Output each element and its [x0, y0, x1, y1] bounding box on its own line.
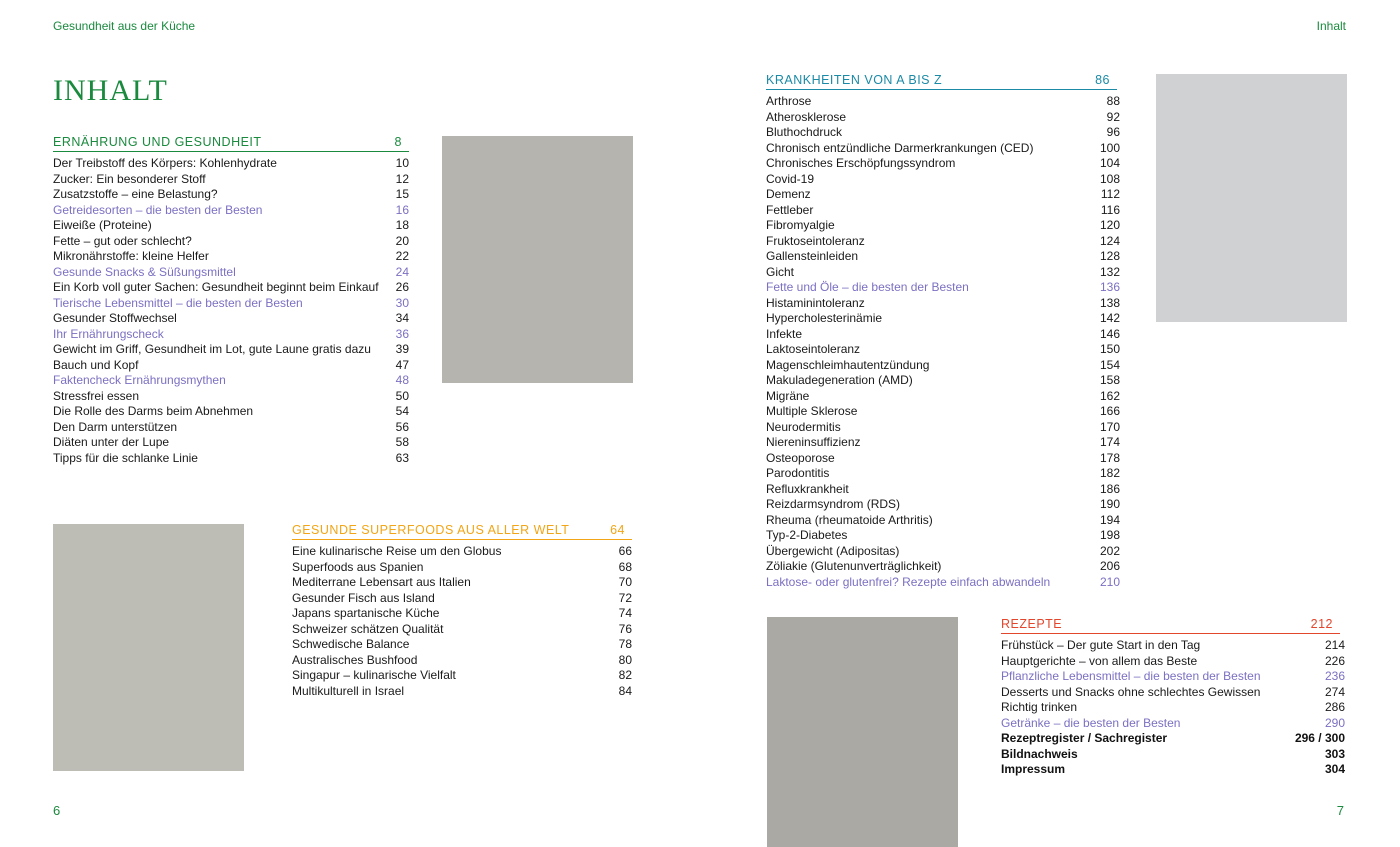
toc-entry[interactable] — [766, 125, 1120, 141]
toc-entry-title: Impressum — [1001, 762, 1066, 776]
toc-entry[interactable] — [53, 218, 409, 234]
toc-entry-title: Getreidesorten – die besten der Besten — [53, 202, 263, 217]
toc-entry[interactable] — [292, 560, 632, 576]
toc-entry[interactable] — [766, 482, 1120, 498]
toc-entry-title: Fettleber — [766, 202, 814, 217]
doctor-apple-illustration — [1156, 74, 1347, 322]
toc-entry-title: Refluxkrankheit — [766, 481, 849, 496]
toc-entry[interactable] — [766, 528, 1120, 544]
photo-doctor-apple — [1156, 74, 1347, 322]
toc-section-rezepte — [1001, 617, 1345, 778]
toc-entry-page: 304 — [1324, 762, 1345, 776]
toc-entry-page: 22 — [395, 249, 409, 263]
toc-entry[interactable] — [766, 389, 1120, 405]
toc-entry[interactable] — [766, 420, 1120, 436]
toc-entry-page: 78 — [618, 637, 632, 651]
toc-entry[interactable] — [53, 389, 409, 405]
toc-entry-page: 274 — [1324, 684, 1345, 699]
toc-entry[interactable] — [766, 94, 1120, 110]
toc-entry-page: 186 — [1099, 481, 1120, 496]
toc-entry-page: 39 — [395, 342, 409, 356]
toc-entry-title: Eine kulinarische Reise um den Globus — [292, 544, 502, 558]
toc-entry-title: Der Treibstoff des Körpers: Kohlenhydrate — [53, 156, 277, 170]
toc-entry-page: 36 — [395, 326, 409, 341]
toc-entry-page: 104 — [1099, 156, 1120, 170]
toc-entry[interactable] — [766, 172, 1120, 188]
toc-entry-title: Ihr Ernährungscheck — [53, 326, 164, 341]
toc-entry-title: Multiple Sklerose — [766, 404, 858, 418]
toc-entry[interactable] — [1001, 700, 1345, 716]
toc-entry[interactable] — [53, 280, 409, 296]
toc-entry[interactable] — [53, 296, 409, 312]
toc-entry-title: Hauptgerichte – von allem das Beste — [1001, 653, 1198, 668]
toc-entry-title: Fibromyalgie — [766, 218, 835, 232]
toc-entry[interactable] — [292, 575, 632, 591]
toc-entry-title: Mikronährstoffe: kleine Helfer — [53, 249, 209, 263]
toc-entry[interactable] — [53, 358, 409, 374]
toc-entry-title: Die Rolle des Darms beim Abnehmen — [53, 404, 254, 418]
toc-entry[interactable] — [766, 327, 1120, 343]
toc-entry-title: Australisches Bushfood — [292, 652, 418, 667]
toc-entry[interactable] — [53, 327, 409, 343]
section-page: 64 — [610, 523, 625, 537]
toc-list — [53, 156, 409, 466]
toc-entry[interactable] — [1001, 716, 1345, 732]
running-header-left: Gesundheit aus der Küche — [53, 19, 196, 33]
toc-entry[interactable] — [766, 358, 1120, 374]
toc-entry-page: 210 — [1099, 574, 1120, 589]
section-page: 212 — [1310, 617, 1333, 631]
toc-entry-title: Gesunder Fisch aus Island — [292, 590, 435, 605]
toc-entry[interactable] — [1001, 685, 1345, 701]
toc-entry-title: Parodontitis — [766, 466, 830, 480]
toc-entry-page: 92 — [1106, 109, 1120, 124]
toc-entry-title: Pflanzliche Lebensmittel – die besten der Besten — [1001, 669, 1261, 683]
toc-entry-title: Rezeptregister / Sachregister — [1001, 731, 1168, 745]
toc-entry-title: Bluthochdruck — [766, 125, 843, 139]
toc-section-ernaehrung — [53, 135, 409, 466]
toc-entry-page: 12 — [395, 171, 409, 186]
toc-entry-page: 80 — [618, 652, 632, 667]
toc-entry-title: Übergewicht (Adipositas) — [766, 543, 900, 558]
toc-entry[interactable] — [292, 637, 632, 653]
toc-entry-page: 198 — [1099, 528, 1120, 542]
raw-ingredients-illustration — [767, 617, 958, 847]
toc-entry-title: Gesunder Stoffwechsel — [53, 311, 177, 325]
toc-entry-page: 76 — [618, 621, 632, 636]
toc-entry-title: Mediterrane Lebensart aus Italien — [292, 575, 471, 589]
section-page: 8 — [394, 135, 402, 149]
toc-entry[interactable] — [292, 668, 632, 684]
toc-entry-page: 162 — [1099, 388, 1120, 403]
toc-entry[interactable] — [1001, 762, 1345, 778]
toc-entry[interactable] — [766, 203, 1120, 219]
vegetable-market-illustration — [53, 524, 244, 771]
toc-entry[interactable] — [53, 451, 409, 467]
toc-entry-title: Niereninsuffizienz — [766, 435, 861, 449]
toc-entry-page: 146 — [1099, 326, 1120, 341]
toc-entry-title: Tipps für die schlanke Linie — [53, 450, 198, 465]
toc-entry-title: Zöliakie (Glutenunverträglichkeit) — [766, 559, 942, 573]
toc-entry[interactable] — [1001, 731, 1345, 747]
toc-entry[interactable] — [766, 265, 1120, 281]
toc-entry-page: 132 — [1099, 264, 1120, 279]
toc-entry-title: Den Darm unterstützen — [53, 419, 178, 434]
toc-entry[interactable] — [766, 559, 1120, 575]
toc-entry-page: 138 — [1099, 295, 1120, 310]
toc-entry[interactable] — [1001, 654, 1345, 670]
toc-entry-title: Demenz — [766, 187, 811, 201]
toc-entry-title: Covid-19 — [766, 171, 815, 186]
toc-entry-title: Diäten unter der Lupe — [53, 435, 170, 449]
toc-entry-page: 124 — [1099, 233, 1120, 248]
toc-section-krankheiten — [766, 73, 1120, 590]
toc-entry-page: 190 — [1099, 497, 1120, 511]
toc-entry-title: Reizdarmsyndrom (RDS) — [766, 497, 901, 511]
toc-entry[interactable] — [766, 451, 1120, 467]
toc-entry-page: 174 — [1099, 435, 1120, 449]
toc-entry[interactable] — [766, 373, 1120, 389]
toc-entry[interactable] — [53, 203, 409, 219]
toc-entry[interactable] — [766, 575, 1120, 591]
toc-entry-page: 72 — [618, 590, 632, 605]
toc-entry-page: 58 — [395, 435, 409, 449]
toc-entry-title: Japans spartanische Küche — [292, 606, 440, 620]
toc-entry-title: Magenschleimhautentzündung — [766, 357, 930, 372]
toc-entry-title: Tierische Lebensmittel – die besten der Besten — [53, 295, 303, 310]
toc-entry-title: Laktoseintoleranz — [766, 342, 861, 356]
toc-entry[interactable] — [292, 653, 632, 669]
toc-entry[interactable] — [766, 249, 1120, 265]
toc-entry[interactable] — [53, 156, 409, 172]
toc-entry-title: Richtig trinken — [1001, 700, 1078, 714]
toc-entry-page: 30 — [395, 295, 409, 310]
toc-entry-page: 100 — [1099, 140, 1120, 155]
toc-entry-page: 194 — [1099, 512, 1120, 527]
section-heading[interactable] — [1001, 617, 1340, 634]
toc-entry-page: 128 — [1099, 249, 1120, 263]
toc-entry-page: 236 — [1324, 669, 1345, 683]
toc-list — [1001, 638, 1345, 778]
toc-entry-title: Faktencheck Ernährungsmythen — [53, 373, 226, 387]
toc-entry[interactable] — [292, 606, 632, 622]
toc-entry-title: Zusatzstoffe – eine Belastung? — [53, 187, 218, 201]
toc-entry-page: 15 — [395, 187, 409, 201]
toc-entry[interactable] — [53, 249, 409, 265]
page-number-right: 7 — [1336, 803, 1344, 818]
toc-entry[interactable] — [766, 218, 1120, 234]
toc-entry-title: Infekte — [766, 326, 803, 341]
toc-entry[interactable] — [1001, 747, 1345, 763]
toc-entry-page: 54 — [395, 404, 409, 418]
toc-entry-title: Zucker: Ein besonderer Stoff — [53, 171, 206, 186]
toc-entry-page: 20 — [395, 233, 409, 248]
toc-entry[interactable] — [766, 513, 1120, 529]
toc-entry-page: 56 — [395, 419, 409, 434]
toc-entry-page: 154 — [1099, 357, 1120, 372]
toc-entry-page: 112 — [1100, 187, 1120, 201]
toc-entry[interactable] — [766, 187, 1120, 203]
photo-vegetable-market — [53, 524, 244, 771]
toc-entry-title: Frühstück – Der gute Start in den Tag — [1001, 638, 1201, 652]
toc-entry[interactable] — [292, 544, 632, 560]
toc-entry[interactable] — [53, 187, 409, 203]
toc-entry[interactable] — [766, 110, 1120, 126]
toc-entry-page: 182 — [1099, 466, 1120, 480]
toc-entry[interactable] — [53, 404, 409, 420]
toc-entry-page: 68 — [618, 559, 632, 574]
toc-entry-title: Osteoporose — [766, 450, 835, 465]
toc-entry[interactable] — [766, 404, 1120, 420]
section-page: 86 — [1095, 73, 1110, 87]
toc-entry-page: 18 — [395, 218, 409, 232]
toc-entry-page: 10 — [395, 156, 409, 170]
toc-entry[interactable] — [766, 156, 1120, 172]
toc-entry-title: Superfoods aus Spanien — [292, 559, 424, 574]
toc-entry-title: Desserts und Snacks ohne schlechtes Gewissen — [1001, 684, 1261, 699]
toc-entry-page: 50 — [395, 388, 409, 403]
toc-entry-title: Singapur – kulinarische Vielfalt — [292, 668, 456, 682]
toc-entry-title: Arthrose — [766, 94, 812, 108]
toc-entry-page: 26 — [395, 280, 409, 294]
toc-entry-page: 214 — [1324, 638, 1345, 652]
toc-entry-page: 142 — [1099, 311, 1120, 325]
toc-entry-page: 66 — [618, 544, 632, 558]
toc-entry-page: 202 — [1099, 543, 1120, 558]
toc-list — [766, 94, 1120, 590]
photo-raw-ingredients — [767, 617, 958, 847]
toc-entry[interactable] — [766, 544, 1120, 560]
toc-entry-title: Chronisch entzündliche Darmerkrankungen (CED) — [766, 140, 1034, 155]
toc-entry[interactable] — [766, 296, 1120, 312]
toc-entry[interactable] — [292, 684, 632, 700]
toc-entry-page: 206 — [1099, 559, 1120, 573]
toc-entry[interactable] — [53, 373, 409, 389]
toc-entry-title: Bauch und Kopf — [53, 357, 139, 372]
toc-entry-page: 63 — [395, 450, 409, 465]
toc-entry[interactable] — [766, 311, 1120, 327]
toc-entry-page: 34 — [395, 311, 409, 325]
toc-entry-title: Stressfrei essen — [53, 388, 140, 403]
toc-entry[interactable] — [53, 342, 409, 358]
toc-entry-title: Schwedische Balance — [292, 637, 410, 651]
toc-entry-title: Multikulturell in Israel — [292, 683, 405, 698]
toc-entry-title: Schweizer schätzen Qualität — [292, 621, 444, 636]
toc-entry[interactable] — [766, 497, 1120, 513]
toc-entry-title: Gicht — [766, 264, 795, 279]
page-title: INHALT — [53, 74, 168, 107]
toc-entry-page: 166 — [1099, 404, 1120, 418]
toc-entry-page: 16 — [395, 202, 409, 217]
toc-entry-title: Eiweiße (Proteine) — [53, 218, 152, 232]
toc-entry[interactable] — [766, 342, 1120, 358]
toc-entry-title: Migräne — [766, 388, 810, 403]
toc-entry[interactable] — [292, 591, 632, 607]
toc-entry-title: Makuladegeneration (AMD) — [766, 373, 913, 387]
toc-entry-page: 84 — [618, 683, 632, 698]
toc-entry-title: Gesunde Snacks & Süßungsmittel — [53, 264, 236, 279]
toc-entry[interactable] — [53, 172, 409, 188]
toc-entry-page: 226 — [1324, 653, 1345, 668]
section-title: GESUNDE SUPERFOODS AUS ALLER WELT — [292, 523, 570, 537]
toc-entry-page: 88 — [1106, 94, 1120, 108]
toc-entry-title: Laktose- oder glutenfrei? Rezepte einfach abwandeln — [766, 574, 1051, 589]
toc-entry[interactable] — [53, 435, 409, 451]
toc-entry[interactable] — [766, 141, 1120, 157]
toc-entry[interactable] — [1001, 669, 1345, 685]
toc-entry-page: 120 — [1099, 218, 1120, 232]
toc-section-superfoods — [292, 523, 632, 699]
toc-entry[interactable] — [766, 435, 1120, 451]
section-heading[interactable] — [292, 523, 632, 540]
toc-entry[interactable] — [1001, 638, 1345, 654]
toc-entry-page: 24 — [395, 264, 409, 279]
section-title: ERNÄHRUNG UND GESUNDHEIT — [53, 135, 262, 149]
toc-entry-title: Getränke – die besten der Besten — [1001, 715, 1181, 730]
section-heading[interactable] — [766, 73, 1117, 90]
section-title: KRANKHEITEN VON A BIS Z — [766, 73, 943, 87]
toc-entry-page: 286 — [1324, 700, 1345, 714]
toc-entry-page: 116 — [1100, 202, 1120, 217]
toc-entry[interactable] — [53, 234, 409, 250]
toc-entry-title: Atherosklerose — [766, 109, 847, 124]
toc-entry-title: Bildnachweis — [1001, 746, 1078, 761]
photo-avocado-radish — [442, 136, 633, 383]
toc-entry-page: 150 — [1099, 342, 1120, 356]
toc-entry[interactable] — [766, 280, 1120, 296]
toc-entry-title: Fette und Öle – die besten der Besten — [766, 280, 969, 294]
toc-entry-page: 296 / 300 — [1294, 731, 1345, 745]
toc-entry-page: 47 — [395, 357, 409, 372]
avocado-radish-illustration — [442, 136, 633, 383]
section-heading[interactable] — [53, 135, 409, 152]
toc-entry[interactable] — [53, 420, 409, 436]
toc-entry-page: 108 — [1099, 171, 1120, 186]
toc-entry[interactable] — [53, 265, 409, 281]
toc-entry-title: Fruktoseintoleranz — [766, 233, 865, 248]
toc-entry-page: 136 — [1099, 280, 1120, 294]
toc-entry-page: 158 — [1099, 373, 1120, 387]
toc-entry[interactable] — [53, 311, 409, 327]
toc-entry[interactable] — [766, 234, 1120, 250]
toc-entry-title: Gallensteinleiden — [766, 249, 859, 263]
toc-entry-title: Rheuma (rheumatoide Arthritis) — [766, 512, 933, 527]
toc-entry-title: Histaminintoleranz — [766, 295, 865, 310]
toc-entry-page: 290 — [1324, 715, 1345, 730]
page-number-left: 6 — [53, 803, 61, 818]
toc-entry-title: Gewicht im Griff, Gesundheit im Lot, gute Laune gratis dazu — [53, 342, 371, 356]
toc-entry-title: Chronisches Erschöpfungssyndrom — [766, 156, 956, 170]
toc-entry-title: Typ-2-Diabetes — [766, 528, 848, 542]
toc-entry-page: 82 — [618, 668, 632, 682]
toc-entry-page: 48 — [395, 373, 409, 387]
toc-entry-page: 170 — [1099, 419, 1120, 434]
toc-entry-page: 74 — [618, 606, 632, 620]
toc-entry[interactable] — [292, 622, 632, 638]
running-header-right: Inhalt — [1316, 19, 1346, 33]
toc-entry-page: 303 — [1324, 746, 1345, 761]
toc-entry[interactable] — [766, 466, 1120, 482]
toc-list — [292, 544, 632, 699]
toc-entry-title: Neurodermitis — [766, 419, 841, 434]
toc-entry-page: 178 — [1099, 450, 1120, 465]
section-title: REZEPTE — [1001, 617, 1063, 631]
toc-entry-title: Hypercholesterinämie — [766, 311, 883, 325]
toc-entry-title: Ein Korb voll guter Sachen: Gesundheit beginnt beim Einkauf — [53, 280, 379, 294]
toc-entry-title: Fette – gut oder schlecht? — [53, 233, 192, 248]
toc-entry-page: 96 — [1106, 125, 1120, 139]
toc-entry-page: 70 — [618, 575, 632, 589]
